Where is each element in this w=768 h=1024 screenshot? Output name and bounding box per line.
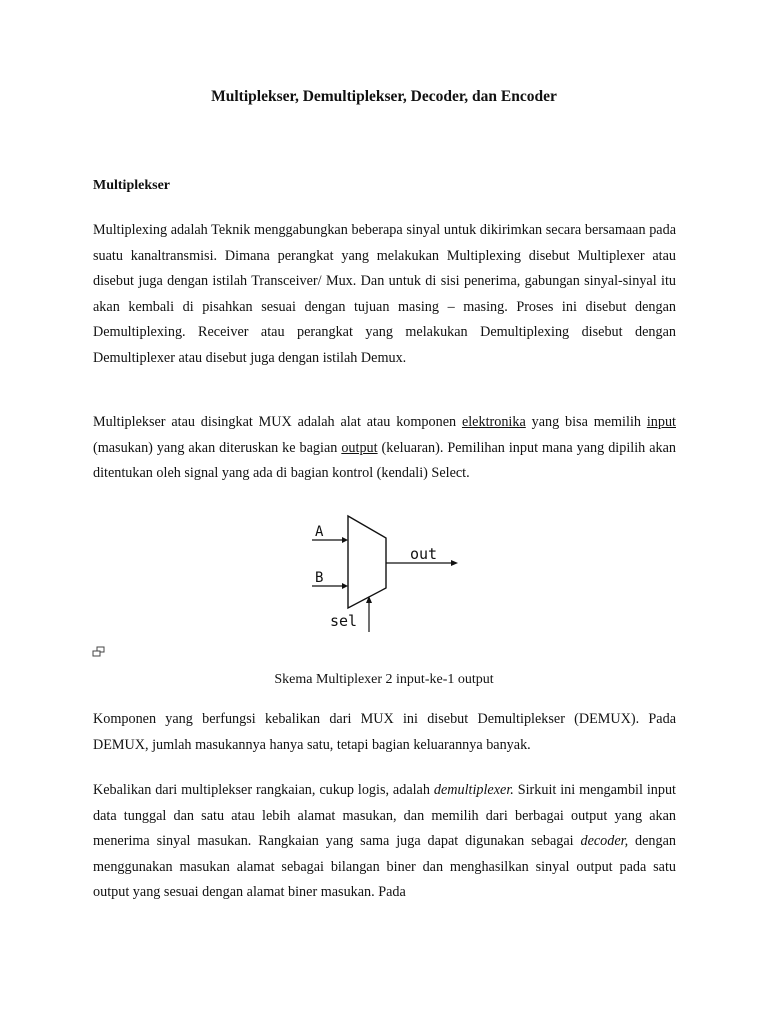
input-b-arrow (342, 583, 348, 589)
label-sel: sel (330, 612, 358, 630)
section-heading-multiplekser: Multiplekser (93, 178, 170, 193)
paragraph-multiplexing-intro: Multiplexing adalah Teknik menggabungkan beberapa sinyal untuk dikirimkan secara bersamaan pada suatu kanaltransmisi. Dimana perangkat yang melakukan Multiplexing disebut Multiplexer atau disebut juga dengan istilah Transceiver/ Mux. Dan untuk di sisi penerima, gabungan sinyal-sinyal itu akan kembali di pisahkan sesuai dengan tujuan masing – masing. Proses ini disebut dengan Demultiplexing. Receiver atau perangkat yang melakukan Demultiplexing disebut dengan Demultiplexer atau disebut juga dengan istilah Demux. (93, 222, 676, 366)
text-span: Multiplekser atau disingkat MUX adalah alat atau komponen (93, 414, 462, 430)
paragraph-demultiplexer-decoder (93, 778, 676, 906)
text-span: Kebalikan dari multiplekser rangkaian, cukup logis, adalah (93, 782, 434, 798)
link-output[interactable]: output (341, 439, 378, 456)
select-arrow (366, 596, 372, 603)
link-elektronika[interactable]: elektronika (461, 414, 526, 430)
italic-term-decoder: decoder, (580, 833, 629, 850)
input-a-arrow (342, 537, 348, 543)
text-span: Sirkuit ini mengambil input data tunggal dan satu atau lebih alamat masukan, dan memilih dari berbagai output yang akan menerima sinyal masukan. Rangkaian yang sama juga dapat digunakan sebagai (93, 782, 676, 850)
page-title: Multiplekser, Demultiplekser, Decoder, dan Encoder (211, 88, 557, 105)
paragraph-mux-definition (93, 410, 676, 487)
mux-body (348, 516, 386, 608)
label-b: B (315, 570, 324, 586)
text-span: dengan menggunakan masukan alamat sebagai bilangan biner dan menghasilkan sinyal output pada satu output yang sesuai dengan alamat biner masukan. Pada (93, 833, 676, 901)
image-anchor-icon (92, 646, 106, 658)
label-a: A (315, 524, 324, 540)
italic-term-demultiplexer: demultiplexer. (433, 782, 514, 798)
figure-caption: Skema Multiplexer 2 input-ke-1 output (274, 672, 494, 687)
text-span: (keluaran). Pemilihan input mana yang dipilih akan ditentukan oleh signal yang ada di bagian kontrol (kendali) Select. (93, 439, 676, 482)
mux-diagram (300, 508, 480, 638)
link-input[interactable]: input (646, 414, 676, 430)
label-out: out (410, 545, 438, 563)
paragraph-demux-definition: Komponen yang berfungsi kebalikan dari MUX ini disebut Demultiplekser (DEMUX). Pada DEMUX, jumlah masukannya hanya satu, tetapi bagian keluarannya banyak. (93, 711, 676, 753)
text-span: yang bisa memilih (525, 414, 647, 430)
output-arrow (451, 560, 458, 566)
text-span: (masukan) yang akan diteruskan ke bagian (93, 439, 342, 456)
